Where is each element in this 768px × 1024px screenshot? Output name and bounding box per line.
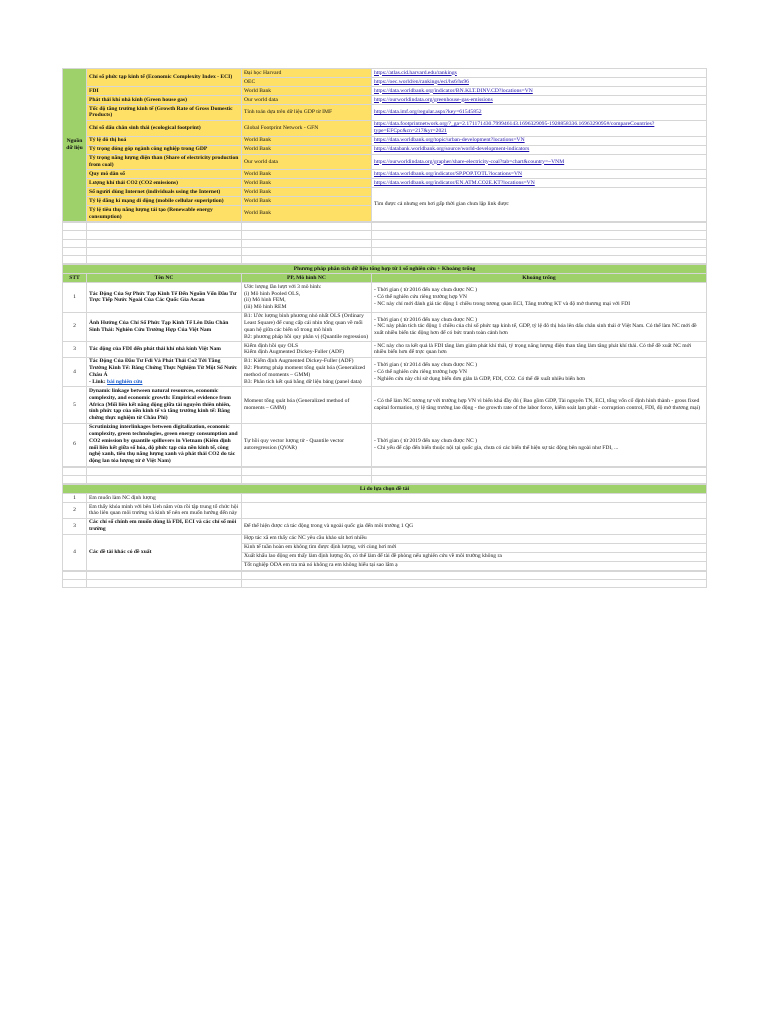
source-provider: OEC xyxy=(242,78,372,87)
source-row xyxy=(63,105,707,121)
method-line: B1: Ước lượng bình phương nhỏ nhất OLS (Ordinary Least Square) để cung cấp cái nhìn tổng quan về mối quan hệ giữa các biến số trong mô hình xyxy=(244,313,364,333)
source-provider: World Bank xyxy=(242,179,372,188)
source-url-cell xyxy=(372,145,707,154)
method-gap xyxy=(372,423,707,466)
source-url-link[interactable]: https://data.footprintnetwork.org/?_ga=2.171171430.799946143.1696329095-1928858336.1696329095#/compareCountries?type=EFCpc&cn=217&yr=2021 xyxy=(374,121,655,135)
method-stt: 4 xyxy=(63,357,87,386)
reason-stt: 4 xyxy=(63,534,87,570)
source-indicator: Chỉ số dấu chân sinh thái (ecological footprint) xyxy=(87,120,242,136)
source-provider: Our world data xyxy=(242,96,372,105)
sources-merged-note: Tìm được cả nhưng em hơi gấp thời gian chưa lập link được xyxy=(372,188,707,222)
gap-line: - Chỉ yếu để cập đến biến thuộc nội tại quốc gia, chưa có các biến thể hiện sự tác động bên ngoài như FDI, ... xyxy=(374,444,619,451)
source-row xyxy=(63,120,707,136)
source-provider: World Bank xyxy=(242,87,372,96)
reason-row xyxy=(63,518,707,534)
methods-section-title: Phương pháp phân tích dữ liệu tổng hợp từ 1 số nghiên cứu + Khoảng trống xyxy=(63,265,707,274)
gap-line: - NC này phân tích tác động 1 chiều của chỉ số phức tạp kinh tế, GDP, tỷ lệ đô thị hóa lên dấu chân sinh thái ở Việt Nam. Có thể làm NC mới đề xuất nhiều biến tác động hơn để có bức tranh toàn cảnh hơn xyxy=(374,323,697,337)
source-url-link[interactable]: https://ourworldindata.org/greenhouse-gas-emissions xyxy=(374,96,493,103)
source-url-link[interactable]: https://ourworldindata.org/grapher/share-electricity-coal?tab=chart&country=~VNM xyxy=(374,158,565,165)
reason-row xyxy=(63,534,707,543)
gap-line: - Thời gian ( từ 2014 đến nay chưa được NC ) xyxy=(374,361,477,368)
source-url-link[interactable]: https://oec.world/en/rankings/eci/hs6/hs96 xyxy=(374,78,469,85)
sources-table xyxy=(62,68,707,222)
source-url-link[interactable]: https://data.worldbank.org/indicator/SP.POP.TOTL?locations=VN xyxy=(374,171,523,178)
method-study-name xyxy=(87,423,242,466)
study-title: Tác động của FDI đến phát thải khí nhà kính Việt Nam xyxy=(89,346,221,353)
source-url-cell xyxy=(372,136,707,145)
gap-line: - Có thể nghiên cứu riêng trường hợp VN xyxy=(374,294,467,300)
study-title: Ảnh Hưởng Của Chỉ Số Phức Tạp Kinh Tế Lên Dấu Chân Sinh Thái: Nghiên Cứu Trường Hợp Của Việt Nam xyxy=(89,320,229,333)
method-row xyxy=(63,387,707,423)
source-url-cell xyxy=(372,120,707,136)
gap-line: - Thời gian ( từ 2016 đến nay chưa được NC ) xyxy=(374,316,477,323)
method-row xyxy=(63,283,707,312)
source-url-link[interactable]: https://data.worldbank.org/indicator/BN.KLT.DINV.CD?locations=VN xyxy=(374,87,533,94)
method-line: B3: Phân tích kết quả bằng dữ liệu bảng (panel data) xyxy=(244,378,362,385)
method-line: B1: Kiểm định Augmented Dickey-Fuller (ADF) xyxy=(244,358,354,365)
header-gap: Khoảng trống xyxy=(372,274,707,283)
method-stt: 2 xyxy=(63,312,87,341)
method-line: Ước lượng lần lượt với 3 mô hình: xyxy=(244,283,322,290)
source-indicator: Tỷ lệ đăng kí mạng di động (mobile cellular supeription) xyxy=(87,197,242,206)
reason-row xyxy=(63,503,707,519)
method-line: Moment tổng quát hóa (Generalized method of moments – GMM) xyxy=(244,398,350,411)
study-title: Tác Động Của Đầu Tư Fdi Và Phát Thải Co2 Tới Tăng Trưởng Kinh Tế: Bằng Chứng Thực Nghiệm Từ Một Số Nước Châu Á xyxy=(89,358,238,379)
source-url-cell xyxy=(372,87,707,96)
reason-text: Em muốn làm NC định lượng xyxy=(87,494,242,503)
source-indicator: FDI xyxy=(87,87,242,96)
source-indicator: Số người dùng Internet (individuals using the Internet) xyxy=(87,188,242,197)
method-row xyxy=(63,312,707,341)
source-indicator: Tỷ lệ đô thị hoá xyxy=(87,136,242,145)
source-row xyxy=(63,170,707,179)
source-row xyxy=(63,179,707,188)
source-url-link[interactable]: https://atlas.cid.harvard.edu/rankings xyxy=(374,69,457,76)
source-row xyxy=(63,69,707,78)
method-stt: 1 xyxy=(63,283,87,312)
header-name: Tên NC xyxy=(87,274,242,283)
reason-detail: Kinh tế tuần hoàn em không tìm được định lượng, với cùng hơi mới xyxy=(242,543,707,552)
method-description xyxy=(242,357,372,386)
header-stt: STT xyxy=(63,274,87,283)
spreadsheet xyxy=(62,68,706,588)
reason-detail-empty xyxy=(242,503,707,519)
source-provider: Tính toán dựa trên dữ liệu GDP từ IMF xyxy=(242,105,372,121)
method-study-name xyxy=(87,312,242,341)
method-line: Tự hồi quy vector lượng tử - Quantile vector autoregression (QVAR) xyxy=(244,437,344,451)
method-gap xyxy=(372,342,707,358)
source-url-cell xyxy=(372,154,707,170)
method-study-name xyxy=(87,357,242,386)
source-row xyxy=(63,87,707,96)
source-provider: World Bank xyxy=(242,170,372,179)
source-indicator: Tỷ trọng đóng góp ngành công nghiệp trong GDP xyxy=(87,145,242,154)
source-indicator: Chỉ số phức tạp kinh tế (Economic Complexity Index - ECI) xyxy=(87,69,242,87)
source-url-link[interactable]: https://data.worldbank.org/topic/urban-development?locations=VN xyxy=(374,137,525,144)
method-description xyxy=(242,387,372,423)
source-provider: World Bank xyxy=(242,145,372,154)
method-stt: 3 xyxy=(63,342,87,358)
source-indicator: Tốc độ tăng trưởng kinh tế (Growth Rate of Gross Domestic Products) xyxy=(87,105,242,121)
methods-table xyxy=(62,264,707,466)
source-url-link[interactable]: https://databank.worldbank.org/source/world-development-indicators xyxy=(374,146,530,153)
study-title: Dynamic linkage between natural resources, economic complexity, and economic growth: Empirical evidence from Africa (Mối liên kết năng động giữa tài nguyên thiên nhiên, tính phức tạp của nền kinh tế và tăng trưởng kinh tế: Bằng chứng thực nghiệm từ Châu Phi) xyxy=(89,387,231,422)
source-url-link[interactable]: https://data.worldbank.org/indicator/EN.ATM.CO2E.KT?locations=VN xyxy=(374,180,535,187)
source-row xyxy=(63,145,707,154)
gap-line: - Thời gian ( từ 2016 đến nay chưa được NC ) xyxy=(374,287,477,294)
method-stt: 6 xyxy=(63,423,87,466)
method-line: Kiểm định Augmented Dickey-Fuller (ADF) xyxy=(244,349,345,356)
source-provider: Đại học Harvard xyxy=(242,69,372,78)
source-indicator: Quy mô dân số xyxy=(87,170,242,179)
reason-text: Các chỉ số chính em muốn dùng là FDI, ECI và các chỉ số môi trường xyxy=(87,518,242,534)
reason-detail: Tốt nghiệp ODA em tra mà nó không ra em không hiểu tại sao lắm ạ xyxy=(242,561,707,570)
reason-detail: Để thể hiện được cả tác động trong và ngoài quốc gia đến môi trường 1 QG xyxy=(242,518,707,534)
study-link-label: - Link: xyxy=(89,378,106,385)
reason-stt: 3 xyxy=(63,518,87,534)
reason-text: Các đề tài khác có đề xuất xyxy=(87,534,242,570)
method-gap xyxy=(372,283,707,312)
reason-detail: Xuất khẩu lao động em thấy làm định lượng ổn, có thể làm để tài đề phòng nếu nghiên cứu về môi trường không ra xyxy=(242,552,707,561)
reason-detail-empty xyxy=(242,494,707,503)
method-gap xyxy=(372,312,707,341)
source-provider: Our world data xyxy=(242,154,372,170)
method-study-name xyxy=(87,283,242,312)
method-row xyxy=(63,342,707,358)
reason-stt: 1 xyxy=(63,494,87,503)
reason-stt: 2 xyxy=(63,503,87,519)
method-study-name xyxy=(87,342,242,358)
reason-detail: Hợp tác xã em thấy các NC yêu cầu khảo sát hơi nhiều xyxy=(242,534,707,543)
source-url-cell xyxy=(372,105,707,121)
study-link[interactable]: bài nghiên cứu xyxy=(107,378,143,385)
reason-row xyxy=(63,494,707,503)
source-url-cell xyxy=(372,170,707,179)
source-provider: World Bank xyxy=(242,206,372,222)
gap-line: - Thời gian ( từ 2019 đến nay chưa được NC ) xyxy=(374,437,477,444)
spacer-block-2 xyxy=(62,467,707,484)
method-line: B2: phương pháp hồi quy phân vị (Quantile regression) xyxy=(244,333,369,340)
source-provider: Global Footprint Network - GFN xyxy=(242,120,372,136)
sources-group-label: Nguồn dữ liệu xyxy=(63,69,87,222)
source-indicator: Tỷ trọng năng lượng điện than (Share of electricity production from coal) xyxy=(87,154,242,170)
source-url-cell xyxy=(372,179,707,188)
method-row xyxy=(63,423,707,466)
method-line: (iii) Mô hình REM xyxy=(244,304,287,311)
gap-line: - NC này chỉ mới đánh giá tác động 1 chiều trong tương quan ECI, Tăng trưởng KT và độ mở thương mại với FDI xyxy=(374,300,631,307)
source-row xyxy=(63,136,707,145)
source-row xyxy=(63,188,707,197)
source-url-cell xyxy=(372,96,707,105)
source-provider: World Bank xyxy=(242,188,372,197)
source-provider: World Bank xyxy=(242,197,372,206)
source-indicator: Phát thải khí nhà kính (Green house gas) xyxy=(87,96,242,105)
method-line: (i) Mô hình Pooled OLS, xyxy=(244,290,301,297)
reasons-section-title: Lí do lựa chọn đề tài xyxy=(63,485,707,494)
method-gap xyxy=(372,357,707,386)
method-line: B2: Phương pháp moment tổng quát hóa (Generalized method of moments – GMM) xyxy=(244,365,366,379)
method-line: (ii) Mô hình FEM, xyxy=(244,297,286,304)
gap-line: - NC này cho ra kết quả là FDI tăng làm giảm phát khí thải, tỷ trọng năng lượng điện than tăng làm tăng phát khí thải. Có thể đề xuất NC mới nhiều biến hơn để trực quan hơn xyxy=(374,342,692,356)
source-provider: World Bank xyxy=(242,136,372,145)
method-study-name xyxy=(87,387,242,423)
method-stt: 5 xyxy=(63,387,87,423)
gap-line: - Có thể nghiên cứu riêng trường hợp VN xyxy=(374,368,467,375)
reasons-table xyxy=(62,484,707,571)
method-description xyxy=(242,312,372,341)
method-description xyxy=(242,423,372,466)
source-url-cell xyxy=(372,69,707,78)
source-indicator: Lượng khí thải CO2 (CO2 emissions) xyxy=(87,179,242,188)
method-line: Kiểm định hồi quy OLS xyxy=(244,342,299,349)
source-row xyxy=(63,154,707,170)
reason-text: Em thấy khóa mình với bên Ueh năm vừa rồi tập trung tổ chức hội thảo liên quan môi trường và kinh tế nên em muốn hướng đến này xyxy=(87,503,242,519)
spacer-block-3 xyxy=(62,571,707,588)
study-title: Tác Động Của Sự Phức Tạp Kinh Tế Đến Nguồn Vốn Đầu Tư Trực Tiếp Nước Ngoài Của Các Quốc Gia Ascan xyxy=(89,290,237,304)
method-description xyxy=(242,283,372,312)
source-url-cell xyxy=(372,78,707,87)
gap-line: - Nghiên cứu này chỉ sử dụng biến đơn giản là GDP, FDI, CO2. Có thể đề xuất nhiều biến hơn xyxy=(374,375,585,382)
method-gap xyxy=(372,387,707,423)
method-description xyxy=(242,342,372,358)
spacer-block-1 xyxy=(62,222,707,264)
method-row xyxy=(63,357,707,386)
study-title: Scrutinizing interlinkages between digitalization, economic complexity, green technologies, green energy consumption and CO2 emission by quantile spillovers in Vietnam (Kiểm định mối liên kết giữa số hóa, độ phức tạp của nền kinh tế, công nghệ xanh, tiêu thụ năng lượng xanh và phát thải CO2 do tác động lan tỏa lượng tử ở Việt Nam) xyxy=(89,424,238,465)
gap-line: - Có thể làm NC tương tự với trường hợp VN vì biến khá đầy đủ ( Bao gồm GDP, Tài nguyên TN, ECI, tổng vốn cố định hình thành - gross fixed capital formation, tỷ lệ tăng trưởng lao động - the growth rate of the labor force, kiểm soát lạm phát - corruption control, FDI, độ mở thương mại) xyxy=(374,398,701,411)
source-url-link[interactable]: https://data.imf.org/regular.aspx?key=61545852 xyxy=(374,109,482,115)
source-row xyxy=(63,96,707,105)
header-method: PP, Mô hình NC xyxy=(242,274,372,283)
source-indicator: Tỷ lệ tiêu thụ năng lượng tái tạo (Renewable energy consumption) xyxy=(87,206,242,222)
